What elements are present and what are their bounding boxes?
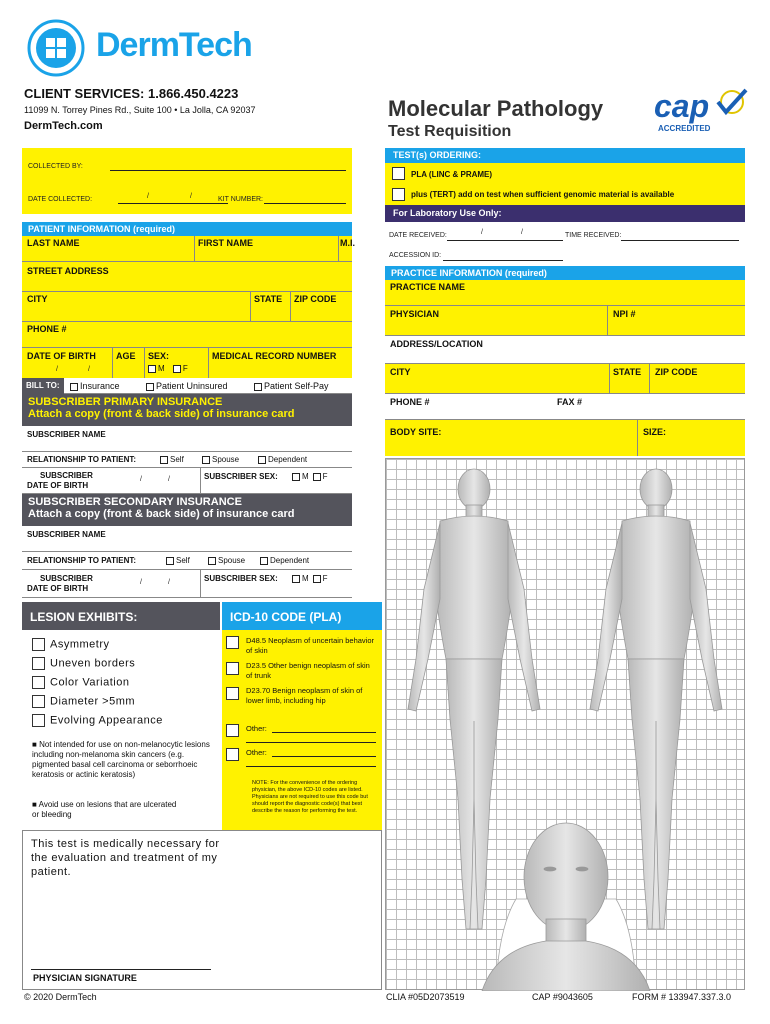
sex-label: SEX: <box>148 351 170 361</box>
clia-number: CLIA #05D2073519 <box>386 992 465 1002</box>
title-line2: Test Requisition <box>388 123 512 140</box>
icd-c2-label: D23.5 Other benign neoplasm of skin of trunk <box>246 661 370 680</box>
received-slash-2: / <box>521 229 523 236</box>
practice-phone-label: PHONE # <box>390 397 430 407</box>
lab-use-box <box>385 222 745 266</box>
icd-note: NOTE: For the convenience of the ordering physician, the above ICD-10 codes are listed. Physicians are not required to use this code but should report the diagnostic code(s) that best describe the reason for performing the test. <box>252 780 368 814</box>
icd-other1-label: Other: <box>246 724 267 733</box>
title-line1: Molecular Pathology <box>388 96 604 121</box>
city-label: CITY <box>27 294 48 304</box>
time-received-label: TIME RECEIVED: <box>565 232 622 239</box>
primary-self-label: Self <box>170 455 184 464</box>
primary-sex-f-checkbox[interactable] <box>313 473 321 481</box>
secondary-title: SUBSCRIBER SECONDARY INSURANCE <box>28 496 242 508</box>
checkmark-icon <box>714 88 748 116</box>
primary-dependent-checkbox[interactable] <box>258 456 266 464</box>
primary-subscriber-name-row[interactable] <box>22 426 352 452</box>
primary-sub-dob-2: DATE OF BIRTH <box>27 481 89 490</box>
sex-m-label: M <box>158 364 165 373</box>
street-label: STREET ADDRESS <box>27 266 109 276</box>
website-link[interactable]: DermTech.com <box>24 120 103 132</box>
state-label: STATE <box>254 294 283 304</box>
body-site-label: BODY SITE: <box>390 427 442 437</box>
dermtech-logo <box>22 18 282 78</box>
secondary-sub-sex-label: SUBSCRIBER SEX: <box>204 574 278 583</box>
body-figures <box>386 459 746 991</box>
secondary-dob-slash-2: / <box>168 579 170 586</box>
lesion-note-1-text: Not intended for use on non-melanocytic lesions including non-melanoma skin cancers (e.g. pigmented basal cell carcinoma or seborrhoeic keratosis or actinic keratosis) <box>32 740 210 779</box>
age-label: AGE <box>116 351 136 361</box>
secondary-sex-m-label: M <box>302 574 309 583</box>
accession-id-field[interactable] <box>443 260 563 261</box>
primary-relationship-label: RELATIONSHIP TO PATIENT: <box>27 455 137 464</box>
physician-row[interactable] <box>385 306 745 336</box>
tests-box <box>385 163 745 205</box>
last-name-label: LAST NAME <box>27 238 80 248</box>
body-map[interactable] <box>385 458 745 990</box>
date-collected-label: DATE COLLECTED: <box>28 196 93 203</box>
necessity-text: This test is medically necessary for the evaluation and treatment of my patient. <box>31 838 220 878</box>
dermtech-logo-icon <box>22 18 92 78</box>
sex-m-checkbox[interactable] <box>148 365 156 373</box>
name-row[interactable] <box>22 236 355 262</box>
address-row[interactable] <box>385 336 745 364</box>
practice-name-label: PRACTICE NAME <box>390 282 466 292</box>
lab-use-header: For Laboratory Use Only: <box>385 205 745 222</box>
lesion-item[interactable] <box>32 676 129 689</box>
icd-box <box>222 630 382 830</box>
secondary-spouse-label: Spouse <box>218 556 246 565</box>
date-received-label: DATE RECEIVED: <box>389 232 447 239</box>
patient-header: PATIENT INFORMATION (required) <box>22 222 352 236</box>
secondary-self-checkbox[interactable] <box>166 557 174 565</box>
icd-c3-label: D23.70 Benign neoplasm of skin of lower limb, including hip <box>246 686 363 705</box>
street-row[interactable] <box>22 262 352 292</box>
patient-box <box>22 236 355 378</box>
primary-sex-m-checkbox[interactable] <box>292 473 300 481</box>
secondary-spouse-checkbox[interactable] <box>208 557 216 565</box>
secondary-subscriber-name-row[interactable] <box>22 526 352 552</box>
tert-checkbox[interactable] <box>392 188 405 201</box>
primary-sex-f-label: F <box>322 472 328 481</box>
tests-header: TEST(s) ORDERING: <box>385 148 745 163</box>
npi-label: NPI # <box>613 309 636 319</box>
secondary-insurance-header <box>22 494 352 526</box>
lesion-item[interactable] <box>32 638 110 651</box>
zip-label: ZIP CODE <box>294 294 337 304</box>
size-label: SIZE: <box>643 427 667 437</box>
first-name-label: FIRST NAME <box>198 238 253 248</box>
primary-dob-slash-2: / <box>168 476 170 483</box>
cap-accredited: ACCREDITED <box>658 124 711 133</box>
physician-label: PHYSICIAN <box>390 309 440 319</box>
bill-to-row <box>22 378 352 394</box>
dob-slash-2: / <box>88 366 90 373</box>
received-slash-1: / <box>481 229 483 236</box>
collected-by-field[interactable] <box>110 170 346 171</box>
secondary-sex-f-checkbox[interactable] <box>313 575 321 583</box>
phone-row[interactable] <box>22 322 352 348</box>
form-number: FORM # 133947.337.3.0 <box>632 992 732 1002</box>
cap-logo <box>652 88 752 138</box>
secondary-dependent-checkbox[interactable] <box>260 557 268 565</box>
primary-spouse-checkbox[interactable] <box>202 456 210 464</box>
icd-other2-checkbox[interactable] <box>226 748 239 761</box>
icd-other1-field[interactable] <box>272 732 376 733</box>
primary-sub-sex-label: SUBSCRIBER SEX: <box>204 472 278 481</box>
primary-sex-m-label: M <box>302 472 309 481</box>
date-received-field[interactable] <box>447 240 563 241</box>
bill-to-label: BILL TO: <box>22 378 64 394</box>
lesion-item-label: Color Variation <box>50 676 130 689</box>
lesion-header: LESION EXHIBITS: <box>22 602 220 630</box>
icd-c1-label: D48.5 Neoplasm of uncertain behavior of skin <box>246 636 374 655</box>
head-closeup-icon <box>482 823 650 991</box>
phone-label: PHONE # <box>27 324 67 334</box>
sex-f-checkbox[interactable] <box>173 365 181 373</box>
icd-other2-label: Other: <box>246 748 267 757</box>
copyright: © 2020 DermTech <box>24 992 97 1002</box>
primary-spouse-label: Spouse <box>212 455 240 464</box>
secondary-dob-slash-1: / <box>140 579 142 586</box>
time-received-field[interactable] <box>621 240 739 241</box>
lesion-item-label: Asymmetry <box>50 638 110 651</box>
secondary-dob-row <box>22 570 352 598</box>
pla-checkbox[interactable] <box>392 167 405 180</box>
accession-id-label: ACCESSION ID: <box>389 252 442 259</box>
lesion-item[interactable] <box>32 714 163 727</box>
secondary-subtitle: Attach a copy (front & back side) of insurance card <box>28 508 295 520</box>
practice-phone-row[interactable] <box>385 394 745 420</box>
dob-row <box>22 348 352 378</box>
secondary-subscriber-name-label: SUBSCRIBER NAME <box>27 530 106 539</box>
city-row[interactable] <box>22 292 352 322</box>
icd-other1-checkbox[interactable] <box>226 724 239 737</box>
body-site-row[interactable] <box>385 420 745 456</box>
primary-subtitle: Attach a copy (front & back side) of insurance card <box>28 408 295 420</box>
collected-by-label: COLLECTED BY: <box>28 163 83 170</box>
secondary-sub-dob-2: DATE OF BIRTH <box>27 584 89 593</box>
practice-city-row[interactable] <box>385 364 745 394</box>
cap-number: CAP #9043605 <box>532 992 593 1002</box>
client-services: CLIENT SERVICES: 1.866.450.4223 <box>24 86 239 101</box>
kit-number-field[interactable] <box>264 203 346 204</box>
front-body-icon <box>408 469 540 929</box>
secondary-sub-dob-1: SUBSCRIBER <box>40 574 93 583</box>
lesion-item-label: Diameter >5mm <box>50 695 136 708</box>
sex-options <box>148 364 188 373</box>
address: 11099 N. Torrey Pines Rd., Suite 100 • La Jolla, CA 92037 <box>24 105 256 115</box>
lesion-note-2: ■ Avoid use on lesions that are ulcerated or bleeding <box>32 800 177 819</box>
icd-header: ICD-10 CODE (PLA) <box>222 602 382 630</box>
secondary-relationship-label: RELATIONSHIP TO PATIENT: <box>27 556 137 565</box>
signature-label: PHYSICIAN SIGNATURE <box>33 973 137 983</box>
practice-city-label: CITY <box>390 367 411 377</box>
secondary-relationship-row <box>22 552 352 570</box>
brand-name: DermTech <box>96 26 252 64</box>
lesion-note-1: ■ Not intended for use on non-melanocytic lesions including non-melanoma skin cancers (e.g. pigmented basal cell carcinoma or seborrhoeic keratosis or actinic keratosis) <box>32 740 210 779</box>
lesion-item[interactable] <box>32 657 135 670</box>
mi-label: M.I. <box>340 238 355 248</box>
lesion-item-checkbox[interactable] <box>32 657 45 670</box>
mrn-label: MEDICAL RECORD NUMBER <box>212 351 337 361</box>
primary-dob-row <box>22 468 352 494</box>
secondary-sex-m-checkbox[interactable] <box>292 575 300 583</box>
icd-c2-checkbox[interactable] <box>226 662 239 675</box>
self-pay-label: Patient Self-Pay <box>264 381 329 391</box>
secondary-self-label: Self <box>176 556 190 565</box>
lesion-item-label: Evolving Appearance <box>50 714 163 727</box>
lesion-list <box>22 630 220 830</box>
cap-logo-text: cap <box>654 88 710 124</box>
secondary-sex-f-label: F <box>322 574 328 583</box>
dob-slash-1: / <box>56 366 58 373</box>
lesion-item-checkbox[interactable] <box>32 638 45 651</box>
practice-state-label: STATE <box>613 367 642 377</box>
date-collected-field[interactable] <box>118 203 228 204</box>
primary-relationship-row <box>22 452 352 468</box>
secondary-dependent-label: Dependent <box>270 556 310 565</box>
icd-c3-checkbox[interactable] <box>226 687 239 700</box>
uninsured-label: Patient Uninsured <box>156 381 228 391</box>
insurance-checkbox[interactable] <box>70 383 78 391</box>
lesion-item-checkbox[interactable] <box>32 676 45 689</box>
lesion-item-checkbox[interactable] <box>32 714 45 727</box>
practice-zip-label: ZIP CODE <box>655 367 698 377</box>
lesion-note-2-text: Avoid use on lesions that are ulcerated or bleeding <box>32 800 177 819</box>
kit-number-label: KIT NUMBER: <box>218 196 263 203</box>
lesion-item-label: Uneven borders <box>50 657 136 670</box>
primary-subscriber-name-label: SUBSCRIBER NAME <box>27 430 106 439</box>
dob-label: DATE OF BIRTH <box>27 351 96 361</box>
primary-dob-slash-1: / <box>140 476 142 483</box>
icd-c1-checkbox[interactable] <box>226 636 239 649</box>
uninsured-checkbox[interactable] <box>146 383 154 391</box>
tert-label: plus (TERT) add on test when sufficient genomic material is available <box>411 190 675 199</box>
insurance-label: Insurance <box>80 381 120 391</box>
primary-sub-dob-1: SUBSCRIBER <box>40 471 93 480</box>
signature-field[interactable] <box>31 969 211 970</box>
practice-fax-label: FAX # <box>557 397 583 407</box>
primary-self-checkbox[interactable] <box>160 456 168 464</box>
lesion-item[interactable] <box>32 695 135 708</box>
pla-label: PLA (LINC & PRAME) <box>411 170 493 179</box>
primary-title: SUBSCRIBER PRIMARY INSURANCE <box>28 396 223 408</box>
icd-other2-field[interactable] <box>272 756 376 757</box>
date-slash-1: / <box>147 193 149 200</box>
practice-name-row[interactable] <box>385 280 745 306</box>
primary-dependent-label: Dependent <box>268 455 308 464</box>
back-body-icon <box>590 469 722 929</box>
practice-header: PRACTICE INFORMATION (required) <box>385 266 745 280</box>
self-pay-checkbox[interactable] <box>254 383 262 391</box>
sex-f-label: F <box>182 364 188 373</box>
necessity-box <box>22 830 382 990</box>
lesion-item-checkbox[interactable] <box>32 695 45 708</box>
primary-insurance-header <box>22 394 352 426</box>
practice-address-label: ADDRESS/LOCATION <box>390 339 483 349</box>
collection-box <box>22 148 352 214</box>
date-slash-2: / <box>190 193 192 200</box>
